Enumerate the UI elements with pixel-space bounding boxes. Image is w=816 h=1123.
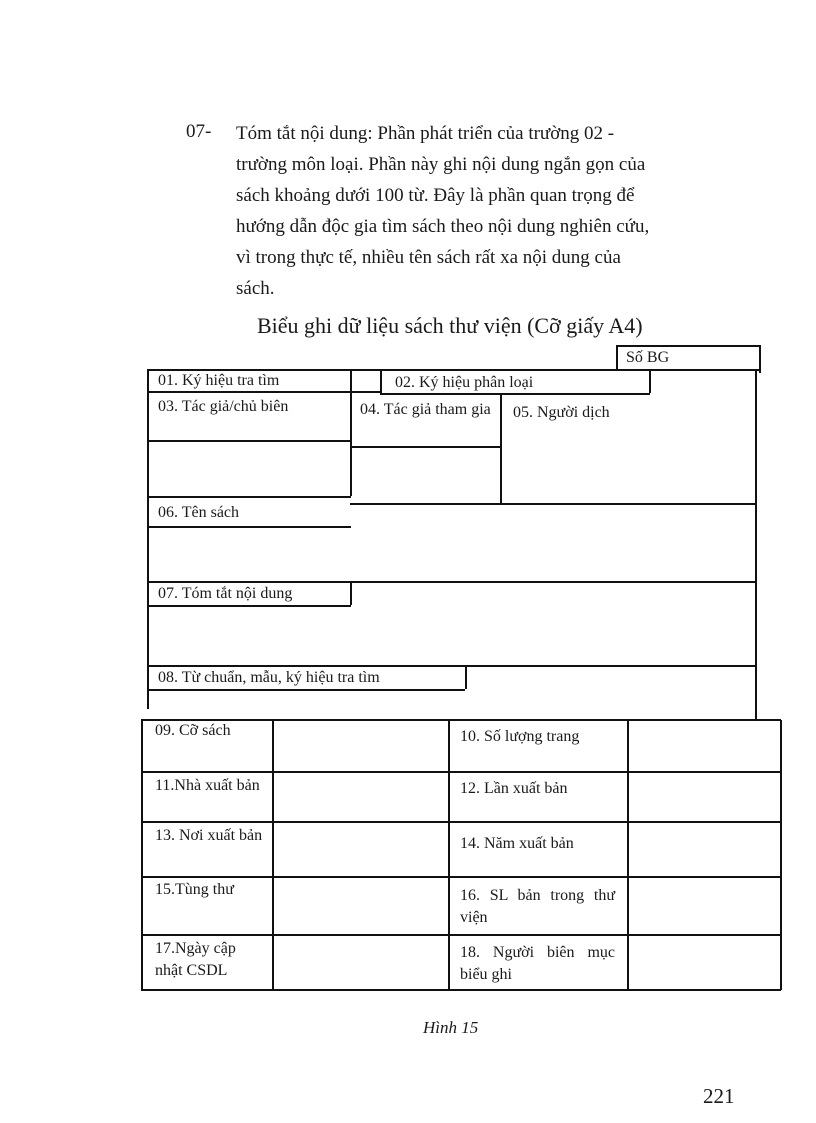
page-number: 221 <box>703 1084 735 1108</box>
form-rule-line <box>141 876 781 878</box>
field-16-label: 16. SL bản trong thư viện <box>460 887 615 926</box>
form-rule-line <box>147 496 351 498</box>
paragraph-line-5: vì trong thực tế, nhiều tên sách rất xa nội dung của <box>236 247 621 268</box>
field-03-label: 03. Tác giả/chủ biên <box>158 398 289 415</box>
field-13-label: 13. Nơi xuất bản <box>155 827 263 844</box>
field-18-label: 18. Người biên mục biểu ghi <box>460 944 615 983</box>
paragraph-line-3: sách khoảng dưới 100 từ. Đây là phần quan trọng để <box>236 185 635 206</box>
form-rule-line <box>380 369 382 393</box>
form-rule-line <box>649 369 651 393</box>
field-15-label: 15.Tùng thư <box>155 881 234 898</box>
field-11-label: 11.Nhà xuất bản <box>155 777 260 794</box>
field-07-label: 07. Tóm tắt nội dung <box>158 585 293 602</box>
form-rule-line <box>627 719 629 990</box>
field-10-label: 10. Số lượng trang <box>460 728 580 745</box>
paragraph-number: 07- <box>186 121 212 142</box>
field-08-label: 08. Từ chuẩn, mẫu, ký hiệu tra tìm <box>158 669 380 686</box>
form-rule-line <box>141 719 781 721</box>
field-17-label: 17.Ngày cập nhật CSDL <box>155 940 236 979</box>
form-rule-line <box>350 369 352 496</box>
form-rule-line <box>141 720 143 990</box>
form-rule-line <box>380 393 650 395</box>
field-05-label: 05. Người dịch <box>513 404 610 421</box>
field-02-label: 02. Ký hiệu phân loại <box>395 374 534 391</box>
form-rule-line <box>616 345 618 369</box>
form-title: Biểu ghi dữ liệu sách thư viện (Cỡ giấy A4) <box>257 313 643 338</box>
paragraph-line-4: hướng dẫn độc gia tìm sách theo nội dung nghiên cứu, <box>236 216 650 237</box>
paragraph-line-2: trường môn loại. Phần này ghi nội dung ngắn gọn của <box>236 154 646 175</box>
figure-caption: Hình 15 <box>423 1018 479 1037</box>
form-rule-line <box>147 689 465 691</box>
form-rule-line <box>448 719 450 990</box>
field-04-label: 04. Tác giả tham gia <box>360 401 491 418</box>
field-01-label: 01. Ký hiệu tra tìm <box>158 372 280 389</box>
field-14-label: 14. Năm xuất bản <box>460 835 574 852</box>
form-rule-line <box>755 369 757 719</box>
form-rule-line <box>350 581 352 605</box>
so-bg-label: Số BG <box>626 349 670 366</box>
form-rule-line <box>141 821 781 823</box>
paragraph-line-1: Tóm tắt nội dung: Phần phát triển của trường 02 - <box>236 123 615 144</box>
field-09-label: 09. Cỡ sách <box>155 722 231 739</box>
paragraph-line-6: sách. <box>236 278 275 299</box>
form-rule-line <box>147 369 149 709</box>
field-06-label: 06. Tên sách <box>158 504 240 521</box>
form-rule-line <box>141 771 781 773</box>
form-rule-line <box>147 526 351 528</box>
form-rule-line <box>350 446 500 448</box>
form-rule-line <box>147 391 380 393</box>
form-rule-line <box>500 393 502 503</box>
form-rule-line <box>272 719 274 990</box>
form-rule-line <box>147 665 756 667</box>
form-rule-line <box>147 605 351 607</box>
field-12-label: 12. Lần xuất bản <box>460 780 568 797</box>
form-rule-line <box>616 345 760 347</box>
form-rule-line <box>141 989 781 991</box>
form-rule-line <box>147 440 351 442</box>
form-rule-line <box>780 720 782 990</box>
form-rule-line <box>141 934 781 936</box>
form-rule-line <box>350 503 756 505</box>
form-rule-line <box>147 581 756 583</box>
form-rule-line <box>465 665 467 689</box>
